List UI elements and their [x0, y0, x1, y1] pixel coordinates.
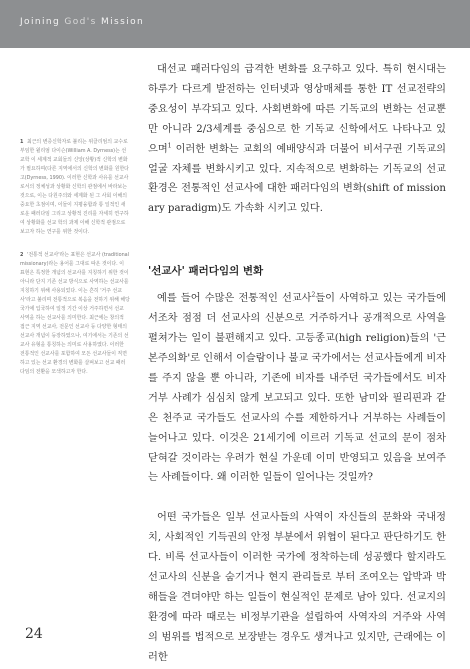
header-title-post: Mission: [96, 17, 145, 27]
paragraph-text: 예를 들어 수많은 전통적인 선교사: [157, 293, 312, 305]
paragraph-text: 이러한 변화는 교회의 예배양식과 더불어 비서구권 기독교의 얼굴 자체를 변화시키고 있다. 지속적으로 변화하는 기독교의 선교환경은 전통적인 선교사에 대한 패러다임의 변화(shift of missionary paradigm)도 가속화 시키고 있다.: [148, 143, 446, 215]
body-paragraph-2: [148, 289, 446, 488]
footnote-2: [20, 251, 130, 377]
footnote-number: 2: [20, 252, 24, 258]
footnote-ref-1[interactable]: 1: [167, 142, 172, 150]
body-text-column: [148, 60, 446, 668]
running-header: [0, 0, 470, 48]
footnote-text: 최근의 변증신학자로 불리는 위클리엄의 교수로 부임한 윌리엄 다이슨(William A. Dyrness)는 선교학 이 세계적 교회들의 신앙(상황)적 신학의 변화가 필요하며(다른 지역에서의 신학의 변화를 원한다고(Dyrness, 1990). 이러한 신학과 사유를 선교사로서의 정체성과 상황화 신학의 관점에서 바라보는 것으로, 이는 다원주의와 세계화 된 그 사회 이해의 중요한 초점이며, 이들이 지평융합과 통 일적인 새로운 패러다임 그리고 상황적 진리를 자세히 연구하여 상황화를 선교 학의 과제 이해 신학적 관점으로 보고자 하는 연구를 위한 것이다.: [20, 139, 129, 235]
footnote-number: 1: [20, 139, 24, 145]
section-heading: '선교사' 패러다임의 변화: [148, 265, 264, 278]
running-header-title: [20, 17, 144, 27]
page-number: 24: [25, 626, 43, 642]
footnote-text: '전통적 선교사'라는 표현은 선교사 (traditional missionary)라는 용어를 그대로 따온 것이다. 이 표현은 특정한 개념의 선교사를 지칭하기 위한 것이 아니라 단지 기존 선교 방식으로 사역하는 선교사를 지칭하기 위해 사용되었다. 이는 흔히 '거주 선교사'라고 불리며 전통적으로 복음을 전하기 위해 해당 국가에 입국하여 일정 기간 이상 거주하면서 선교 사역을 하는 선교사를 의미한다. 최근에는 창의적 접근 지역 선교사, 전문인 선교사 등 다양한 형태의 선교사 개념이 등장하였으나, 여기에서는 기존의 선교사 유형을 통칭하는 의미로 사용하였다. 이러한 전통적인 선교사를 포함하여 모든 선교사들이 직면하고 있는 선교 환경의 변화를 살펴보고 선교 패러다임의 전환을 모색하고자 한다.: [20, 252, 130, 375]
footnote-1: [20, 138, 130, 237]
footnote-ref-2[interactable]: 2: [311, 291, 316, 299]
body-paragraph-3: 어떤 국가들은 일부 선교사들의 사역이 자신들의 문화와 국내정치, 사회적인 기득권의 안정 부분에서 위협이 된다고 판단하기도 한다. 비록 선교사들이 이러한 국가에 정착하는데 성공했다 할지라도 선교사의 신분을 숨기거나 현지 관리들로 부터 조여오는 압박과 박해들을 견뎌야만 하는 일들이 현실적인 문제로 남아 있다. 선교지의 환경에 따라 때로는 비정부기관을 설립하여 사역자의 거주와 사역의 범위를 법적으로 보장받는 경우도 생겨나고 있지만, 근래에는 이러한: [148, 512, 446, 663]
header-title-pre: Joining: [20, 17, 65, 27]
paragraph-text: 들이 사역하고 있는 국가들에서조차 점점 더 선교사의 신분으로 거주하거나 공개적으로 사역을 펼쳐가는 일이 불편해지고 있다. 고등종교(high religion)들의 '근본주의화'로 인해서 이슬람이나 불교 국가에서는 선교사들에게 비자를 주지 않을 뿐 아니라, 기존에 비자를 내주던 국가들에서도 비자 거부 사례가 심심치 않게 보고되고 있다. 또한 남미와 필리핀과 같은 천주교 국가들도 선교사의 수를 제한하거나 거부하는 사례들이 늘어나고 있다. 이것은 21세기에 이르러 기독교 선교의 문이 점차 닫혀갈 것이라는 우려가 현실 가운데 이미 반영되고 있음을 보여주는 사례들이다. 왜 이러한 일들이 일어나는 것일까?: [148, 293, 446, 484]
body-paragraph-1: [148, 60, 446, 219]
footnotes-column: [20, 138, 130, 391]
paragraph-text: 대선교 패러다임의 급격한 변화를 요구하고 있다. 특히 현시대는 하루가 다르게 발전하는 인터넷과 영상매체를 통한 IT 선교전략의 중요성이 부각되고 있다. 사회변화에 따른 기독교의 변화는 선교뿐만 아니라 2/3세계를 중심으로 한 기독교 신학에서도 나타나고 있으며: [148, 64, 446, 155]
header-title-accent: God's: [64, 17, 97, 27]
